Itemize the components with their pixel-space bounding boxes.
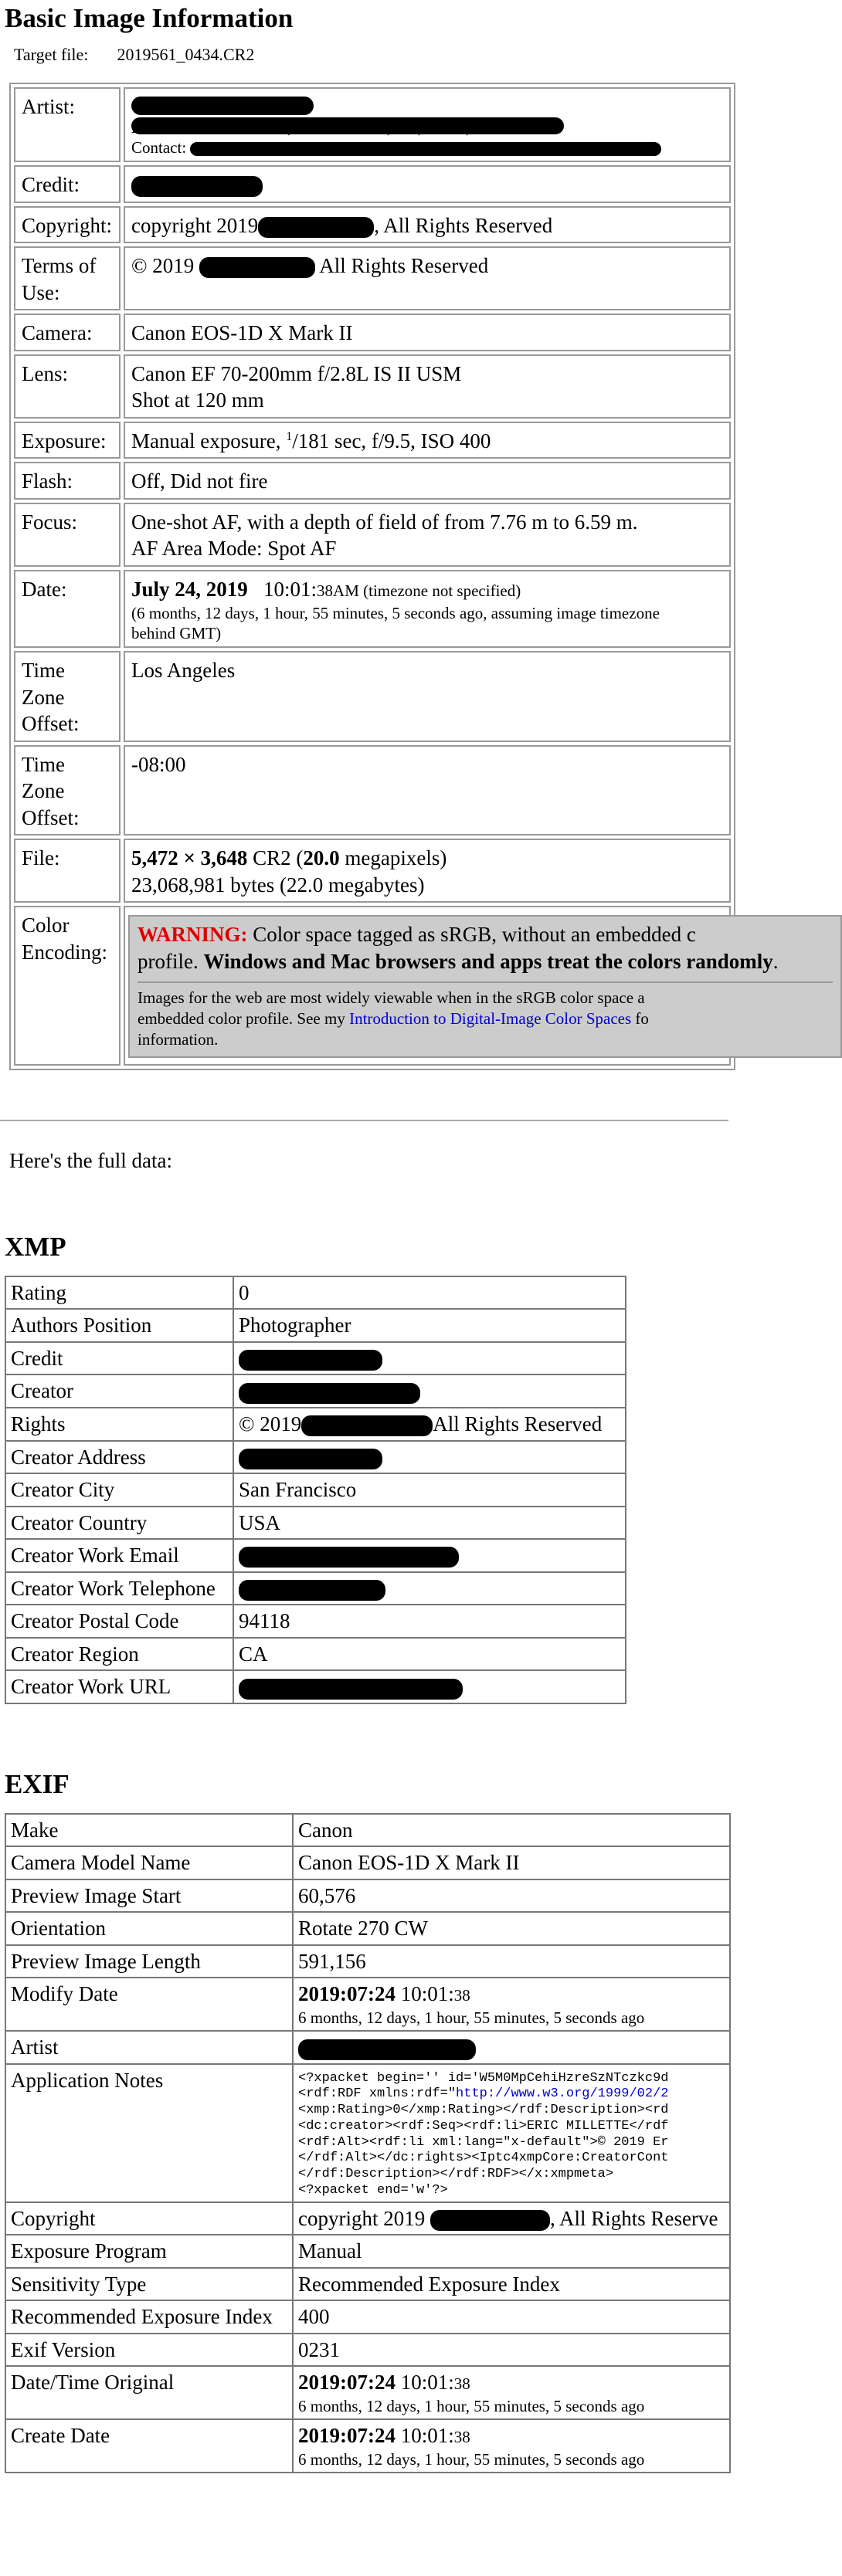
exif-key: Exif Version [5, 2334, 293, 2367]
exif-key: Exposure Program [5, 2235, 293, 2268]
exif-value: 0231 [293, 2334, 730, 2367]
exposure-label: Exposure: [14, 422, 121, 459]
xmp-key: Creator Postal Code [5, 1605, 233, 1638]
date-time: 10:01: [400, 2424, 454, 2448]
table-row [5, 1572, 626, 1605]
copyright-value [124, 206, 731, 244]
timezone-label: Time Zone Offset: [14, 651, 121, 742]
warning-end: . [772, 949, 779, 973]
xmp-table [5, 1276, 626, 1704]
focus-label: Focus: [14, 503, 121, 567]
xmp-key: Authors Position [5, 1309, 233, 1342]
warning-label: WARNING: [138, 923, 248, 947]
rights-prefix: © 2019 [239, 1412, 302, 1435]
xmp-value: 0 [233, 1276, 626, 1310]
xmp-key: Creator [5, 1374, 233, 1408]
page-title: Basic Image Information [5, 3, 294, 33]
lens-row [14, 354, 731, 419]
exif-heading: EXIF [5, 1768, 70, 1799]
rdf-namespace-link[interactable]: http://www.w3.org/1999/02/2 [456, 2086, 669, 2102]
exposure-prefix: Manual exposure, [131, 429, 281, 452]
exif-value: Rotate 270 CW [293, 1912, 730, 1945]
xmp-heading: XMP [5, 1231, 66, 1262]
notes-line: </rdf:Description></rdf:RDF></x:xmpmeta> [298, 2167, 614, 2182]
exif-value [293, 2064, 730, 2202]
target-file-label: Target file: [14, 44, 89, 64]
table-row [5, 2300, 730, 2334]
xmp-value: San Francisco [233, 1473, 626, 1507]
date-ago-line1: (6 months, 12 days, 1 hour, 55 minutes, 5 seconds ago, assuming image timezone [131, 603, 660, 622]
terms-label: Terms of Use: [14, 246, 121, 310]
table-row [5, 1408, 626, 1441]
warning-text-2: profile. [138, 949, 199, 973]
redacted-credit [131, 176, 263, 197]
exif-key: Copyright [5, 2202, 293, 2235]
exif-value [293, 2419, 730, 2473]
terms-prefix: © 2019 [131, 254, 195, 278]
xmp-key: Creator Work Email [5, 1539, 233, 1572]
xmp-key: Creator Work Telephone [5, 1572, 233, 1605]
date-time: 10:01: [400, 2371, 454, 2395]
notes-line: <rdf:RDF xmlns:rdf=" [298, 2086, 457, 2102]
exposure-row [14, 422, 731, 459]
copyright-row [14, 206, 731, 244]
exposure-numerator: 1 [286, 429, 293, 443]
terms-value [124, 246, 731, 310]
exif-value: 400 [293, 2300, 730, 2334]
copyright-suffix: , All Rights Reserve [549, 2206, 718, 2230]
file-megapixels: 20.0 [303, 846, 340, 870]
rights-suffix: All Rights Reserved [433, 1412, 603, 1435]
date-label: Date: [14, 570, 121, 648]
section-divider [0, 1120, 728, 1121]
redacted-artist-address [131, 117, 564, 134]
artist-contact-label: Contact: [131, 137, 187, 157]
exif-key: Modify Date [5, 1978, 293, 2031]
redacted-artist [298, 2039, 476, 2060]
xmp-value: Photographer [233, 1309, 626, 1342]
focus-af-mode: AF Area Mode: Spot AF [131, 537, 337, 561]
date-seconds: 38 [453, 1986, 470, 2005]
table-row [5, 1879, 730, 1913]
exif-key: Camera Model Name [5, 1846, 293, 1879]
exif-value: Canon EOS-1D X Mark II [293, 1846, 730, 1879]
table-row [5, 2366, 730, 2419]
redacted-value [239, 1383, 420, 1404]
xmp-value [233, 1342, 626, 1375]
flash-value: Off, Did not fire [124, 462, 731, 500]
notes-line: <xmp:Rating>0</xmp:Rating></rdf:Description><rd [298, 2103, 669, 2118]
date-ago: 6 months, 12 days, 1 hour, 55 minutes, 5 seconds ago [298, 2449, 645, 2469]
target-file-name: 2019561_0434.CR2 [117, 44, 255, 64]
exif-key: Create Date [5, 2419, 293, 2473]
exif-key: Preview Image Length [5, 1945, 293, 1978]
terms-suffix: All Rights Reserved [319, 254, 489, 278]
date-bold: 2019:07:24 [298, 2424, 396, 2448]
redacted-value [239, 1449, 382, 1469]
exif-key: Orientation [5, 1912, 293, 1945]
credit-row [14, 165, 731, 203]
date-bold: 2019:07:24 [298, 1982, 396, 2006]
date-value [124, 570, 731, 648]
exif-value: Manual [293, 2235, 730, 2268]
exif-value: Canon [293, 1814, 730, 1847]
color-encoding-value [124, 906, 779, 1066]
xmp-key: Rating [5, 1276, 233, 1310]
terms-row [14, 246, 731, 310]
xmp-value [233, 1572, 626, 1605]
exif-value [293, 2031, 730, 2064]
timezone-offset-value: -08:00 [124, 745, 731, 836]
redacted-value [239, 1679, 463, 1700]
timezone-row [14, 651, 731, 742]
date-ago: 6 months, 12 days, 1 hour, 55 minutes, 5 seconds ago [298, 2008, 645, 2027]
exif-key: Preview Image Start [5, 1879, 293, 1913]
xmp-key: Creator Address [5, 1441, 233, 1474]
xmp-value [233, 1374, 626, 1408]
table-row [5, 1342, 626, 1375]
date-ago: 6 months, 12 days, 1 hour, 55 minutes, 5 seconds ago [298, 2396, 645, 2415]
copyright-label: Copyright: [14, 206, 121, 244]
exposure-rest: /181 sec, f/9.5, ISO 400 [292, 429, 491, 452]
exif-value: 60,576 [293, 1879, 730, 1913]
file-label: File: [14, 839, 121, 903]
file-dimensions: 5,472 × 3,648 [131, 846, 248, 870]
redacted-value [239, 1580, 385, 1601]
table-row [5, 2064, 730, 2202]
notes-line: <?xpacket end='w'?> [298, 2182, 448, 2198]
table-row [5, 1605, 626, 1638]
camera-label: Camera: [14, 314, 121, 351]
warning-sub-line2: embedded color profile. See my [138, 1008, 345, 1028]
xmp-key: Creator Country [5, 1507, 233, 1540]
table-row [5, 1276, 626, 1310]
warning-sub-line3: fo [635, 1008, 649, 1028]
table-row [5, 1670, 626, 1703]
table-row [5, 2334, 730, 2367]
table-row [5, 2031, 730, 2064]
focus-value [124, 503, 731, 567]
redacted-copyright-owner [258, 217, 374, 238]
xmp-key: Creator Work URL [5, 1670, 233, 1703]
color-spaces-link[interactable]: Introduction to Digital-Image Color Spaces [349, 1008, 632, 1028]
exif-value [293, 1978, 730, 2031]
lens-focal-length: Shot at 120 mm [131, 388, 264, 412]
xmp-value [233, 1441, 626, 1474]
date-time: 10:01: [263, 578, 317, 602]
artist-value [124, 87, 731, 162]
color-encoding-label: Color Encoding: [14, 906, 121, 1066]
redacted-artist-name [131, 97, 314, 115]
warning-sub [138, 981, 833, 1051]
date-time-seconds: 38AM (timezone not specified) [317, 581, 521, 601]
copyright-suffix: , All Rights Reserved [374, 213, 553, 237]
timezone-offset-label: Time Zone Offset: [14, 745, 121, 836]
exif-value: Recommended Exposure Index [293, 2268, 730, 2301]
redacted-artist-contact [190, 142, 661, 156]
redacted-value [301, 1415, 433, 1436]
redacted-value [239, 1350, 382, 1371]
table-row [5, 1945, 730, 1978]
lens-label: Lens: [14, 354, 121, 419]
file-row [14, 839, 731, 903]
warning-text: Color space tagged as sRGB, without an embedded c [253, 923, 696, 947]
table-row [5, 1441, 626, 1474]
warning-sub-line4: information. [138, 1030, 219, 1049]
artist-row [14, 87, 731, 162]
redacted-value [239, 1547, 459, 1568]
exif-table [5, 1813, 731, 2473]
date-time: 10:01: [400, 1982, 454, 2006]
notes-line: <?xpacket begin='' id='W5M0MpCehiHzreSzNTczkc9d [298, 2070, 669, 2086]
redacted-terms-owner [199, 257, 315, 278]
date-row [14, 570, 731, 648]
table-row [5, 2202, 730, 2235]
copyright-prefix: copyright 2019 [298, 2206, 426, 2230]
basic-info-table [9, 83, 779, 1070]
date-seconds: 38 [453, 2374, 470, 2394]
file-value [124, 839, 731, 903]
redacted-copyright [430, 2210, 550, 2231]
color-warning-box [128, 915, 842, 1058]
exif-key: Recommended Exposure Index [5, 2300, 293, 2334]
lens-value [124, 354, 731, 419]
camera-value: Canon EOS-1D X Mark II [124, 314, 731, 351]
xmp-value [233, 1670, 626, 1703]
exif-key: Make [5, 1814, 293, 1847]
notes-line: <rdf:Alt><rdf:li xml:lang="x-default">© 2019 Er [298, 2134, 669, 2150]
table-row [5, 1638, 626, 1671]
xmp-key: Rights [5, 1408, 233, 1441]
warning-sub-line1: Images for the web are most widely viewable when in the sRGB color space a [138, 988, 645, 1007]
date-seconds: 38 [453, 2428, 470, 2447]
exif-value [293, 2366, 730, 2419]
timezone-offset-row [14, 745, 731, 836]
file-megapixels-suffix: megapixels) [345, 846, 447, 870]
color-encoding-row [14, 906, 731, 1066]
timezone-value: Los Angeles [124, 651, 731, 742]
focus-row [14, 503, 731, 567]
date-bold: July 24, 2019 [131, 578, 248, 602]
table-row [5, 1309, 626, 1342]
warning-bold: Windows and Mac browsers and apps treat the colors randomly [203, 949, 773, 973]
xmp-value [233, 1408, 626, 1441]
exif-key: Application Notes [5, 2064, 293, 2202]
table-row [5, 1912, 730, 1945]
table-row [5, 2268, 730, 2301]
notes-line: <dc:creator><rdf:Seq><rdf:li>ERIC MILLETTE</rdf [298, 2118, 669, 2134]
notes-line: </rdf:Alt></dc:rights><Iptc4xmpCore:CreatorCont [298, 2151, 669, 2166]
exposure-value [124, 422, 731, 459]
table-row [5, 1846, 730, 1879]
table-row [5, 2235, 730, 2268]
date-bold: 2019:07:24 [298, 2371, 396, 2395]
lens-model: Canon EF 70-200mm f/2.8L IS II USM [131, 361, 462, 385]
table-row [5, 2419, 730, 2473]
file-bytes: 23,068,981 bytes (22.0 megabytes) [131, 873, 425, 897]
flash-label: Flash: [14, 462, 121, 500]
table-row [5, 1507, 626, 1540]
exif-value: 591,156 [293, 1945, 730, 1978]
exif-key: Date/Time Original [5, 2366, 293, 2419]
exif-value [293, 2202, 730, 2235]
xmp-key: Creator City [5, 1473, 233, 1507]
artist-label: Artist: [14, 87, 121, 162]
table-row [5, 1978, 730, 2031]
xmp-key: Credit [5, 1342, 233, 1375]
credit-value [124, 165, 731, 203]
table-row [5, 1374, 626, 1408]
focus-dof: One-shot AF, with a depth of field of from 7.76 m to 6.59 m. [131, 510, 638, 534]
xmp-value: CA [233, 1638, 626, 1671]
date-ago-line2: behind GMT) [131, 623, 222, 642]
exif-key: Artist [5, 2031, 293, 2064]
xmp-value: 94118 [233, 1605, 626, 1638]
copyright-prefix: copyright 2019 [131, 213, 259, 237]
xmp-key: Creator Region [5, 1638, 233, 1671]
flash-row [14, 462, 731, 500]
target-file-line [14, 44, 728, 66]
full-data-intro: Here's the full data: [9, 1149, 173, 1173]
xmp-value [233, 1539, 626, 1572]
table-row [5, 1473, 626, 1507]
exif-key: Sensitivity Type [5, 2268, 293, 2301]
xmp-value: USA [233, 1507, 626, 1540]
credit-label: Credit: [14, 165, 121, 203]
file-type: CR2 ( [253, 846, 304, 870]
camera-row [14, 314, 731, 351]
table-row [5, 1539, 626, 1572]
table-row [5, 1814, 730, 1847]
